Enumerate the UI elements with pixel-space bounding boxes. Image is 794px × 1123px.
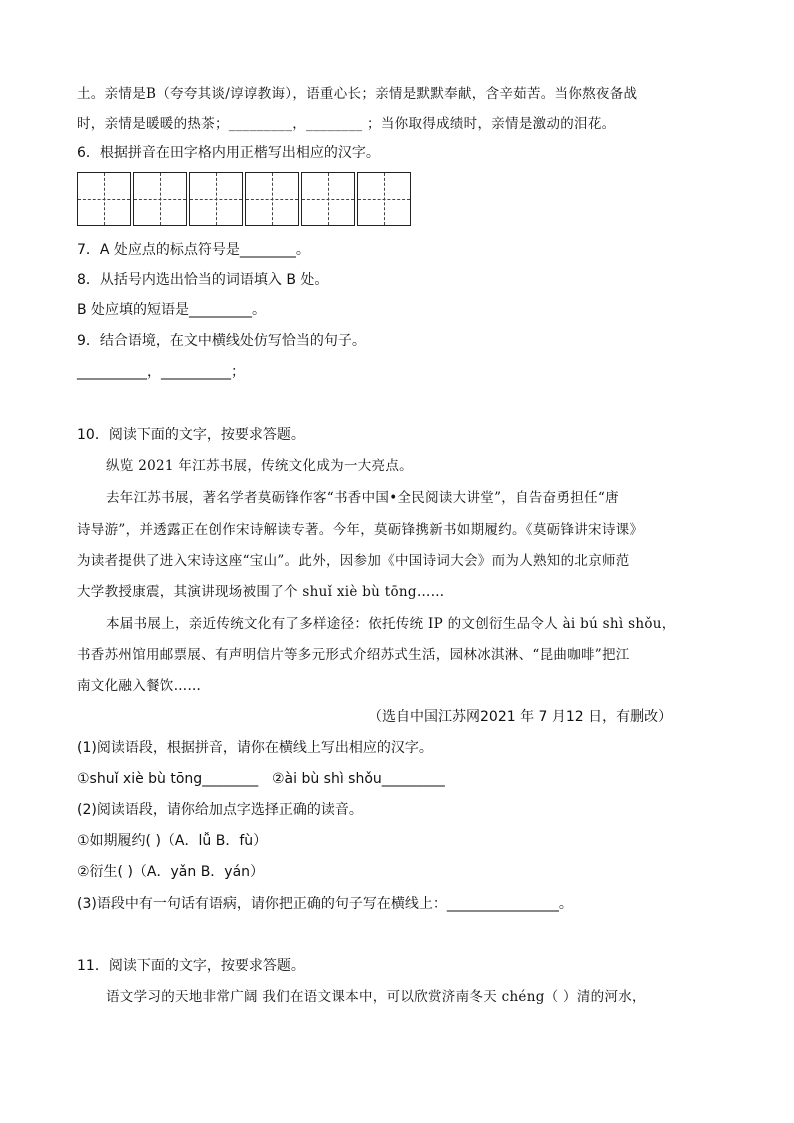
question-11: 11．阅读下面的文字，按要求答题。 — [77, 958, 305, 974]
reading-para-2-line-1: 去年江苏书展，著名学者莫砺锋作客“书香中国•全民阅读大讲堂”，自告奋勇担任“唐 — [106, 490, 619, 506]
reading-para-2-line-4: 大学教授康震，其演讲现场被围了个 shuǐ xiè bù tōng…… — [77, 584, 445, 600]
reading-para-3-line-1: 本届书展上，亲近传统文化有了多样途径：依托传统 IP 的文创衍生品令人 ài bú shì shǒu， — [106, 616, 676, 632]
tianzige-cell[interactable] — [301, 172, 355, 226]
tianzige-cell[interactable] — [189, 172, 243, 226]
subquestion-2-item-b: ②衍生( )（A．yǎn B．yán） — [77, 864, 265, 880]
passage-line-2: 时，亲情是暖暖的热茶；_________，________ ；当你取得成绩时，亲情是激动的泪花。 — [77, 116, 616, 132]
question-8-answer: B 处应填的短语是_________。 — [77, 302, 267, 318]
reading-para-1: 纵览 2021 年江苏书展，传统文化成为一大亮点。 — [106, 458, 413, 474]
reading-para-4: 语文学习的天地非常广阔 我们在语文课本中，可以欣赏济南冬天 chéng（ ）清的河水， — [106, 989, 646, 1005]
question-6: 6．根据拼音在田字格内用正楷写出相应的汉字。 — [77, 145, 380, 161]
question-9: 9．结合语境，在文中横线处仿写恰当的句子。 — [77, 333, 366, 349]
reading-para-3-line-2: 书香苏州馆用邮票展、有声明信片等多元形式介绍苏式生活，园林冰淇淋、“昆曲咖啡”把江 — [77, 647, 630, 663]
question-10: 10．阅读下面的文字，按要求答题。 — [77, 427, 305, 443]
subquestion-2-item-a: ①如期履约( )（A．lǚ B．fù） — [77, 833, 268, 849]
subquestion-3: (3)语段中有一句话有语病，请你把正确的句子写在横线上：________________。 — [77, 896, 573, 912]
source-citation: （选自中国江苏网2021 年 7 月12 日，有删改） — [368, 709, 673, 725]
tianzige-cell[interactable] — [245, 172, 299, 226]
reading-para-3-line-3: 南文化融入餐饮…… — [77, 678, 202, 694]
subquestion-2: (2)阅读语段，请你给加点字选择正确的读音。 — [77, 802, 363, 818]
reading-para-2-line-3: 为读者提供了进入宋诗这座“宝山”。此外，因参加《中国诗词大会》而为人熟知的北京师范 — [77, 553, 630, 569]
subquestion-1: (1)阅读语段，根据拼音，请你在横线上写出相应的汉字。 — [77, 740, 433, 756]
question-7: 7．A 处应点的标点符号是________。 — [77, 242, 310, 258]
tianzige-cell[interactable] — [133, 172, 187, 226]
question-9-answer: __________，__________； — [77, 364, 245, 380]
question-8: 8．从括号内选出恰当的词语填入 B 处。 — [77, 272, 329, 288]
tianzige-grid — [77, 172, 412, 226]
tianzige-cell[interactable] — [357, 172, 411, 226]
subquestion-1-item-b: ②ài bù shì shǒu_________ — [272, 771, 445, 787]
subquestion-1-item-a: ①shuǐ xiè bù tōng________ — [77, 771, 259, 787]
reading-para-2-line-2: 诗导游”，并透露正在创作宋诗解读专著。今年，莫砺锋携新书如期履约。《莫砺锋讲宋诗课》 — [77, 522, 644, 538]
passage-line-1: 土。亲情是B（夸夸其谈/谆谆教诲），语重心长；亲情是默默奉献，含辛茹苦。当你熬夜备战 — [77, 86, 638, 102]
tianzige-cell[interactable] — [77, 172, 131, 226]
